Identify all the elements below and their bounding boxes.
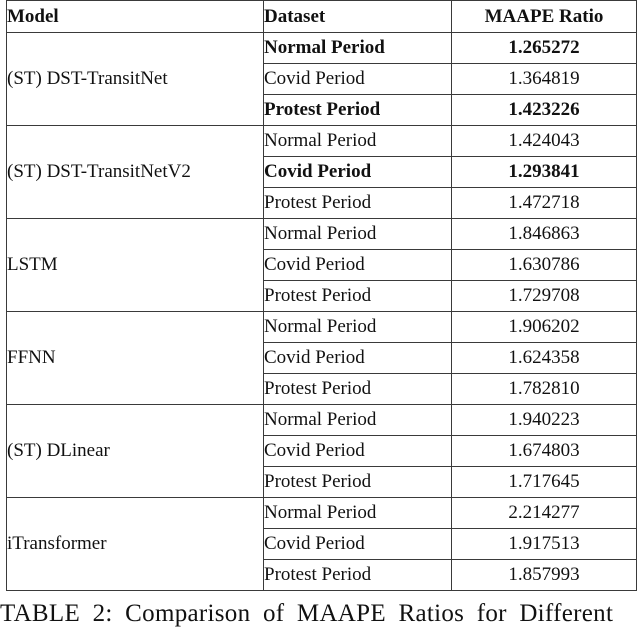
maape-ratio-cell: 1.423226 (452, 95, 637, 126)
table-body (7, 33, 637, 591)
maape-ratio-cell: 1.364819 (452, 64, 637, 95)
maape-ratio-cell: 1.293841 (452, 157, 637, 188)
table-caption: TABLE 2: Comparison of MAAPE Ratios for Different (0, 600, 614, 627)
header-model: Model (7, 1, 264, 33)
model-name-cell: FFNN (7, 312, 264, 405)
model-name-cell: (ST) DST-TransitNet (7, 33, 264, 126)
maape-ratio-cell: 1.265272 (452, 33, 637, 64)
dataset-cell: Covid Period (264, 529, 452, 560)
table-row (7, 405, 637, 436)
maape-ratio-cell: 1.917513 (452, 529, 637, 560)
dataset-cell: Normal Period (264, 405, 452, 436)
maape-ratio-cell: 1.729708 (452, 281, 637, 312)
dataset-cell: Protest Period (264, 95, 452, 126)
table-row (7, 219, 637, 250)
header-row (7, 1, 637, 33)
maape-ratio-cell: 1.717645 (452, 467, 637, 498)
dataset-cell: Protest Period (264, 188, 452, 219)
dataset-cell: Normal Period (264, 312, 452, 343)
dataset-cell: Covid Period (264, 436, 452, 467)
table-row (7, 33, 637, 64)
dataset-cell: Normal Period (264, 498, 452, 529)
dataset-cell: Protest Period (264, 281, 452, 312)
table-row (7, 498, 637, 529)
maape-ratio-table (6, 0, 637, 591)
table-row (7, 312, 637, 343)
maape-ratio-cell: 1.674803 (452, 436, 637, 467)
header-maape-ratio: MAAPE Ratio (452, 1, 637, 33)
maape-ratio-cell: 2.214277 (452, 498, 637, 529)
maape-ratio-cell: 1.857993 (452, 560, 637, 591)
dataset-cell: Normal Period (264, 126, 452, 157)
maape-ratio-cell: 1.906202 (452, 312, 637, 343)
maape-ratio-cell: 1.424043 (452, 126, 637, 157)
maape-ratio-cell: 1.782810 (452, 374, 637, 405)
dataset-cell: Normal Period (264, 33, 452, 64)
maape-ratio-cell: 1.940223 (452, 405, 637, 436)
dataset-cell: Covid Period (264, 157, 452, 188)
header-dataset: Dataset (264, 1, 452, 33)
model-name-cell: LSTM (7, 219, 264, 312)
dataset-cell: Covid Period (264, 250, 452, 281)
maape-ratio-cell: 1.624358 (452, 343, 637, 374)
dataset-cell: Protest Period (264, 560, 452, 591)
table-row (7, 126, 637, 157)
maape-ratio-cell: 1.472718 (452, 188, 637, 219)
dataset-cell: Protest Period (264, 467, 452, 498)
maape-ratio-cell: 1.630786 (452, 250, 637, 281)
dataset-cell: Covid Period (264, 64, 452, 95)
model-name-cell: (ST) DST-TransitNetV2 (7, 126, 264, 219)
maape-ratio-cell: 1.846863 (452, 219, 637, 250)
dataset-cell: Protest Period (264, 374, 452, 405)
model-name-cell: iTransformer (7, 498, 264, 591)
model-name-cell: (ST) DLinear (7, 405, 264, 498)
dataset-cell: Covid Period (264, 343, 452, 374)
dataset-cell: Normal Period (264, 219, 452, 250)
